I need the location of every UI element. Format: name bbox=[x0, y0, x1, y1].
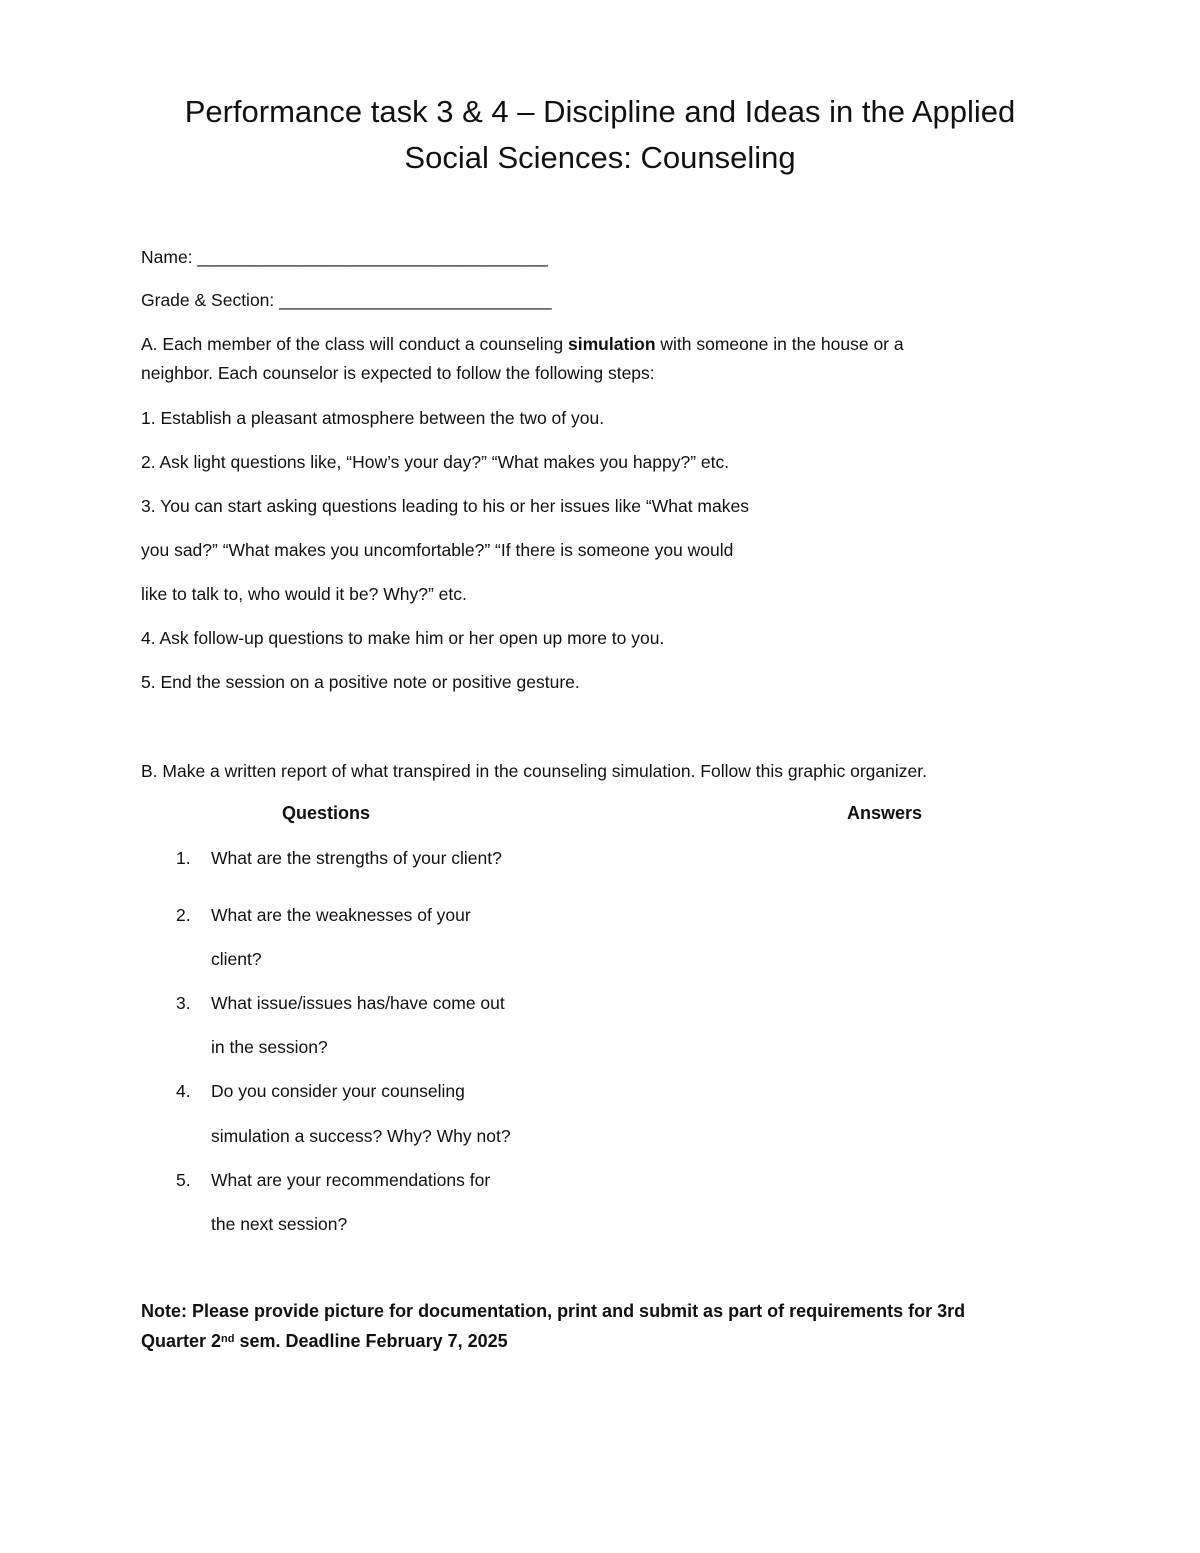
part-a-intro-start: A. Each member of the class will conduct a counseling bbox=[141, 334, 569, 354]
question-4-text: Do you consider your counseling bbox=[211, 1081, 465, 1101]
question-2-text: What are the weaknesses of your bbox=[211, 905, 471, 925]
note-ordinal-suffix: nd bbox=[221, 1333, 235, 1345]
note-line-2-start: Quarter 2 bbox=[141, 1331, 222, 1351]
part-a-intro-end: with someone in the house or a bbox=[655, 334, 904, 354]
note-line-2 bbox=[141, 1327, 508, 1355]
step-3-line-3: like to talk to, who would it be? Why?” etc. bbox=[141, 584, 467, 604]
question-4-text-cont: simulation a success? Why? Why not? bbox=[211, 1126, 511, 1146]
question-3-number: 3. bbox=[176, 993, 191, 1013]
question-2-number: 2. bbox=[176, 905, 191, 925]
part-a-intro-line-2: neighbor. Each counselor is expected to follow the following steps: bbox=[141, 363, 655, 383]
name-field: Name: ____________________________________ bbox=[141, 247, 548, 267]
questions-column-header: Questions bbox=[282, 803, 371, 823]
question-3-text: What issue/issues has/have come out bbox=[211, 993, 505, 1013]
question-1-text: What are the strengths of your client? bbox=[211, 848, 502, 868]
part-b-intro: B. Make a written report of what transpired in the counseling simulation. Follow this graphic organizer. bbox=[141, 761, 927, 781]
answers-column-header: Answers bbox=[847, 803, 923, 823]
page-title-line-2: Social Sciences: Counseling bbox=[404, 140, 796, 175]
question-5-text-cont: the next session? bbox=[211, 1214, 348, 1234]
step-4: 4. Ask follow-up questions to make him or her open up more to you. bbox=[141, 628, 665, 648]
question-2-text-cont: client? bbox=[211, 949, 262, 969]
step-1: 1. Establish a pleasant atmosphere between the two of you. bbox=[141, 408, 605, 428]
page-title-line-1: Performance task 3 & 4 – Discipline and Ideas in the Applied bbox=[184, 94, 1016, 129]
grade-section-field: Grade & Section: ____________________________ bbox=[141, 290, 552, 310]
question-4-number: 4. bbox=[176, 1081, 191, 1101]
part-a-intro bbox=[141, 332, 904, 356]
note-deadline: sem. Deadline February 7, 2025 bbox=[234, 1331, 508, 1351]
question-5-text: What are your recommendations for bbox=[211, 1170, 491, 1190]
question-3-text-cont: in the session? bbox=[211, 1037, 328, 1057]
part-a-intro-emphasis: simulation bbox=[568, 334, 656, 354]
step-3-line-2: you sad?” “What makes you uncomfortable?” “If there is someone you would bbox=[141, 540, 734, 560]
question-1-number: 1. bbox=[176, 848, 191, 868]
note-line-1: Note: Please provide picture for documentation, print and submit as part of requirements for 3rd bbox=[141, 1301, 966, 1321]
step-3-line-1: 3. You can start asking questions leading to his or her issues like “What makes bbox=[141, 496, 749, 516]
step-2: 2. Ask light questions like, “How’s your day?” “What makes you happy?” etc. bbox=[141, 452, 730, 472]
step-5: 5. End the session on a positive note or positive gesture. bbox=[141, 672, 580, 692]
question-5-number: 5. bbox=[176, 1170, 191, 1190]
